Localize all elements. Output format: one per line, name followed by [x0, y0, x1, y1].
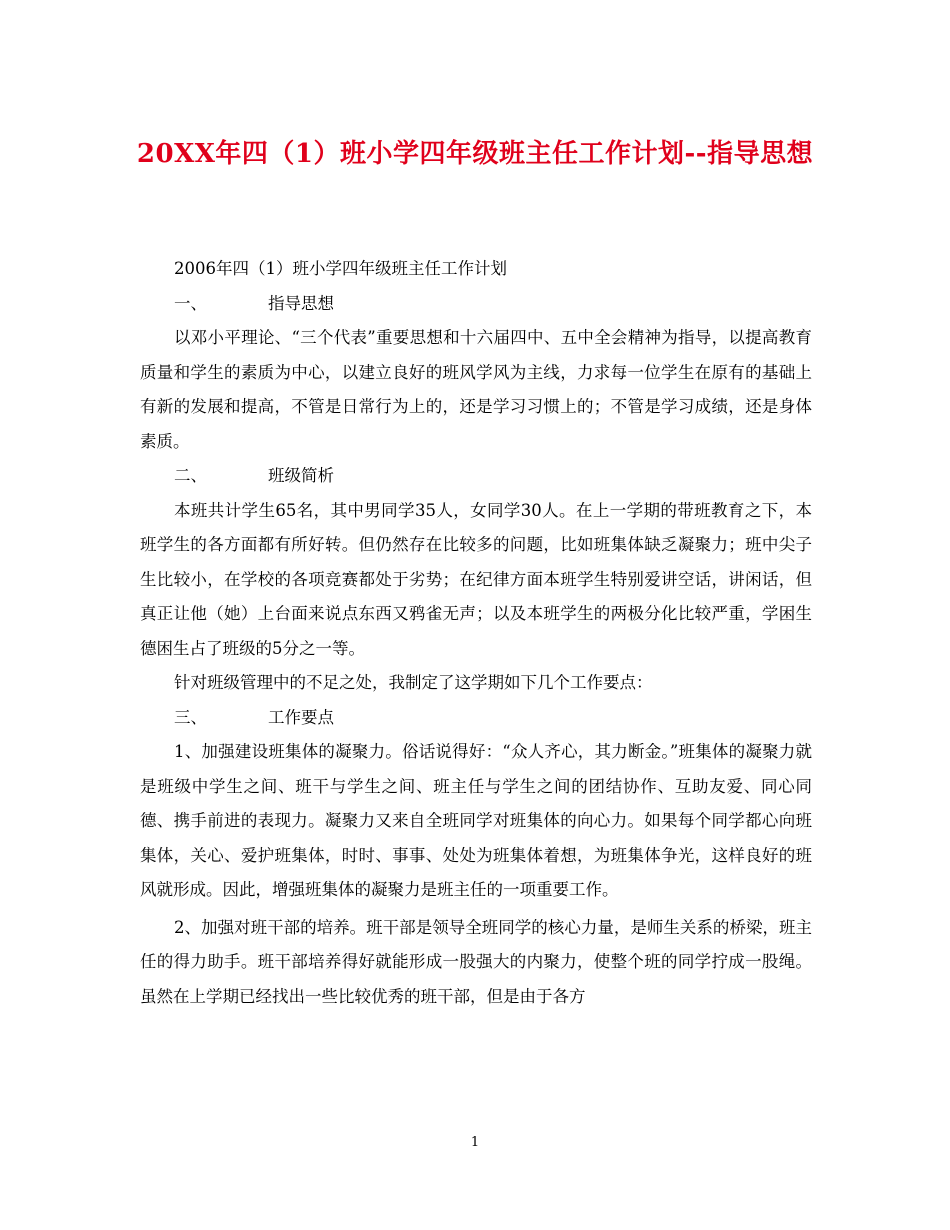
section-title-3: 工作要点 — [268, 707, 334, 727]
section-heading-3 — [140, 701, 812, 736]
paragraph-guiding-thought: 以邓小平理论、“三个代表”重要思想和十六届四中、五中全会精神为指导，以提高教育质量和学生的素质为中心，以建立良好的班风学风为主线，力求每一位学生在原有的基础上有新的发展和提高，不管是日常行为上的，还是学习习惯上的；不管是学习成绩，还是身体素质。 — [140, 328, 812, 451]
document-title: 20XX年四（1）班小学四年级班主任工作计划--指导思想 — [136, 139, 814, 169]
section-title-2: 班级简析 — [268, 466, 334, 485]
section-heading-2 — [140, 459, 812, 494]
paragraph-work-intro: 针对班级管理中的不足之处，我制定了这学期如下几个工作要点： — [174, 673, 653, 692]
page-number: 1 — [470, 1135, 480, 1150]
paragraph-class-analysis: 本班共计学生65名，其中男同学35人，女同学30人。在上一学期的带班教育之下，本班学生的各方面都有所好转。但仍然存在比较多的问题，比如班集体缺乏凝聚力；班中尖子生比较小，在学校的各项竞赛都处于劣势；在纪律方面本班学生特别爱讲空话，讲闲话，但真正让他（她）上台面来说点东西又鸦雀无声；以及本班学生的两极分化比较严重，学困生德困生占了班级的5分之一等。 — [140, 500, 812, 658]
section-number-3: 三、 — [174, 707, 207, 727]
paragraph-point-1: 1、加强建设班集体的凝聚力。俗话说得好：“众人齐心，其力断金。”班集体的凝聚力就是班级中学生之间、班干与学生之间、班主任与学生之间的团结协作、互助友爱、同心同德、携手前进的表现力。凝聚力又来自全班同学对班集体的向心力。如果每个同学都心向班集体，关心、爱护班集体，时时、事事、处处为班集体着想，为班集体争光，这样良好的班风就形成。因此，增强班集体的凝聚力是班主任的一项重要工作。 — [140, 742, 812, 899]
section-number-2: 二、 — [174, 466, 207, 485]
section-heading-1 — [140, 287, 812, 322]
document-body — [140, 252, 812, 1014]
document-subtitle: 2006年四（1）班小学四年级班主任工作计划 — [174, 259, 507, 278]
paragraph-point-2: 2、加强对班干部的培养。班干部是领导全班同学的核心力量，是师生关系的桥梁，班主任的得力助手。班干部培养得好就能形成一股强大的内聚力，使整个班的同学拧成一股绳。虽然在上学期已经找出一些比较优秀的班干部，但是由于各方 — [140, 917, 812, 1006]
section-number-1: 一、 — [174, 293, 207, 313]
section-title-1: 指导思想 — [268, 293, 334, 313]
